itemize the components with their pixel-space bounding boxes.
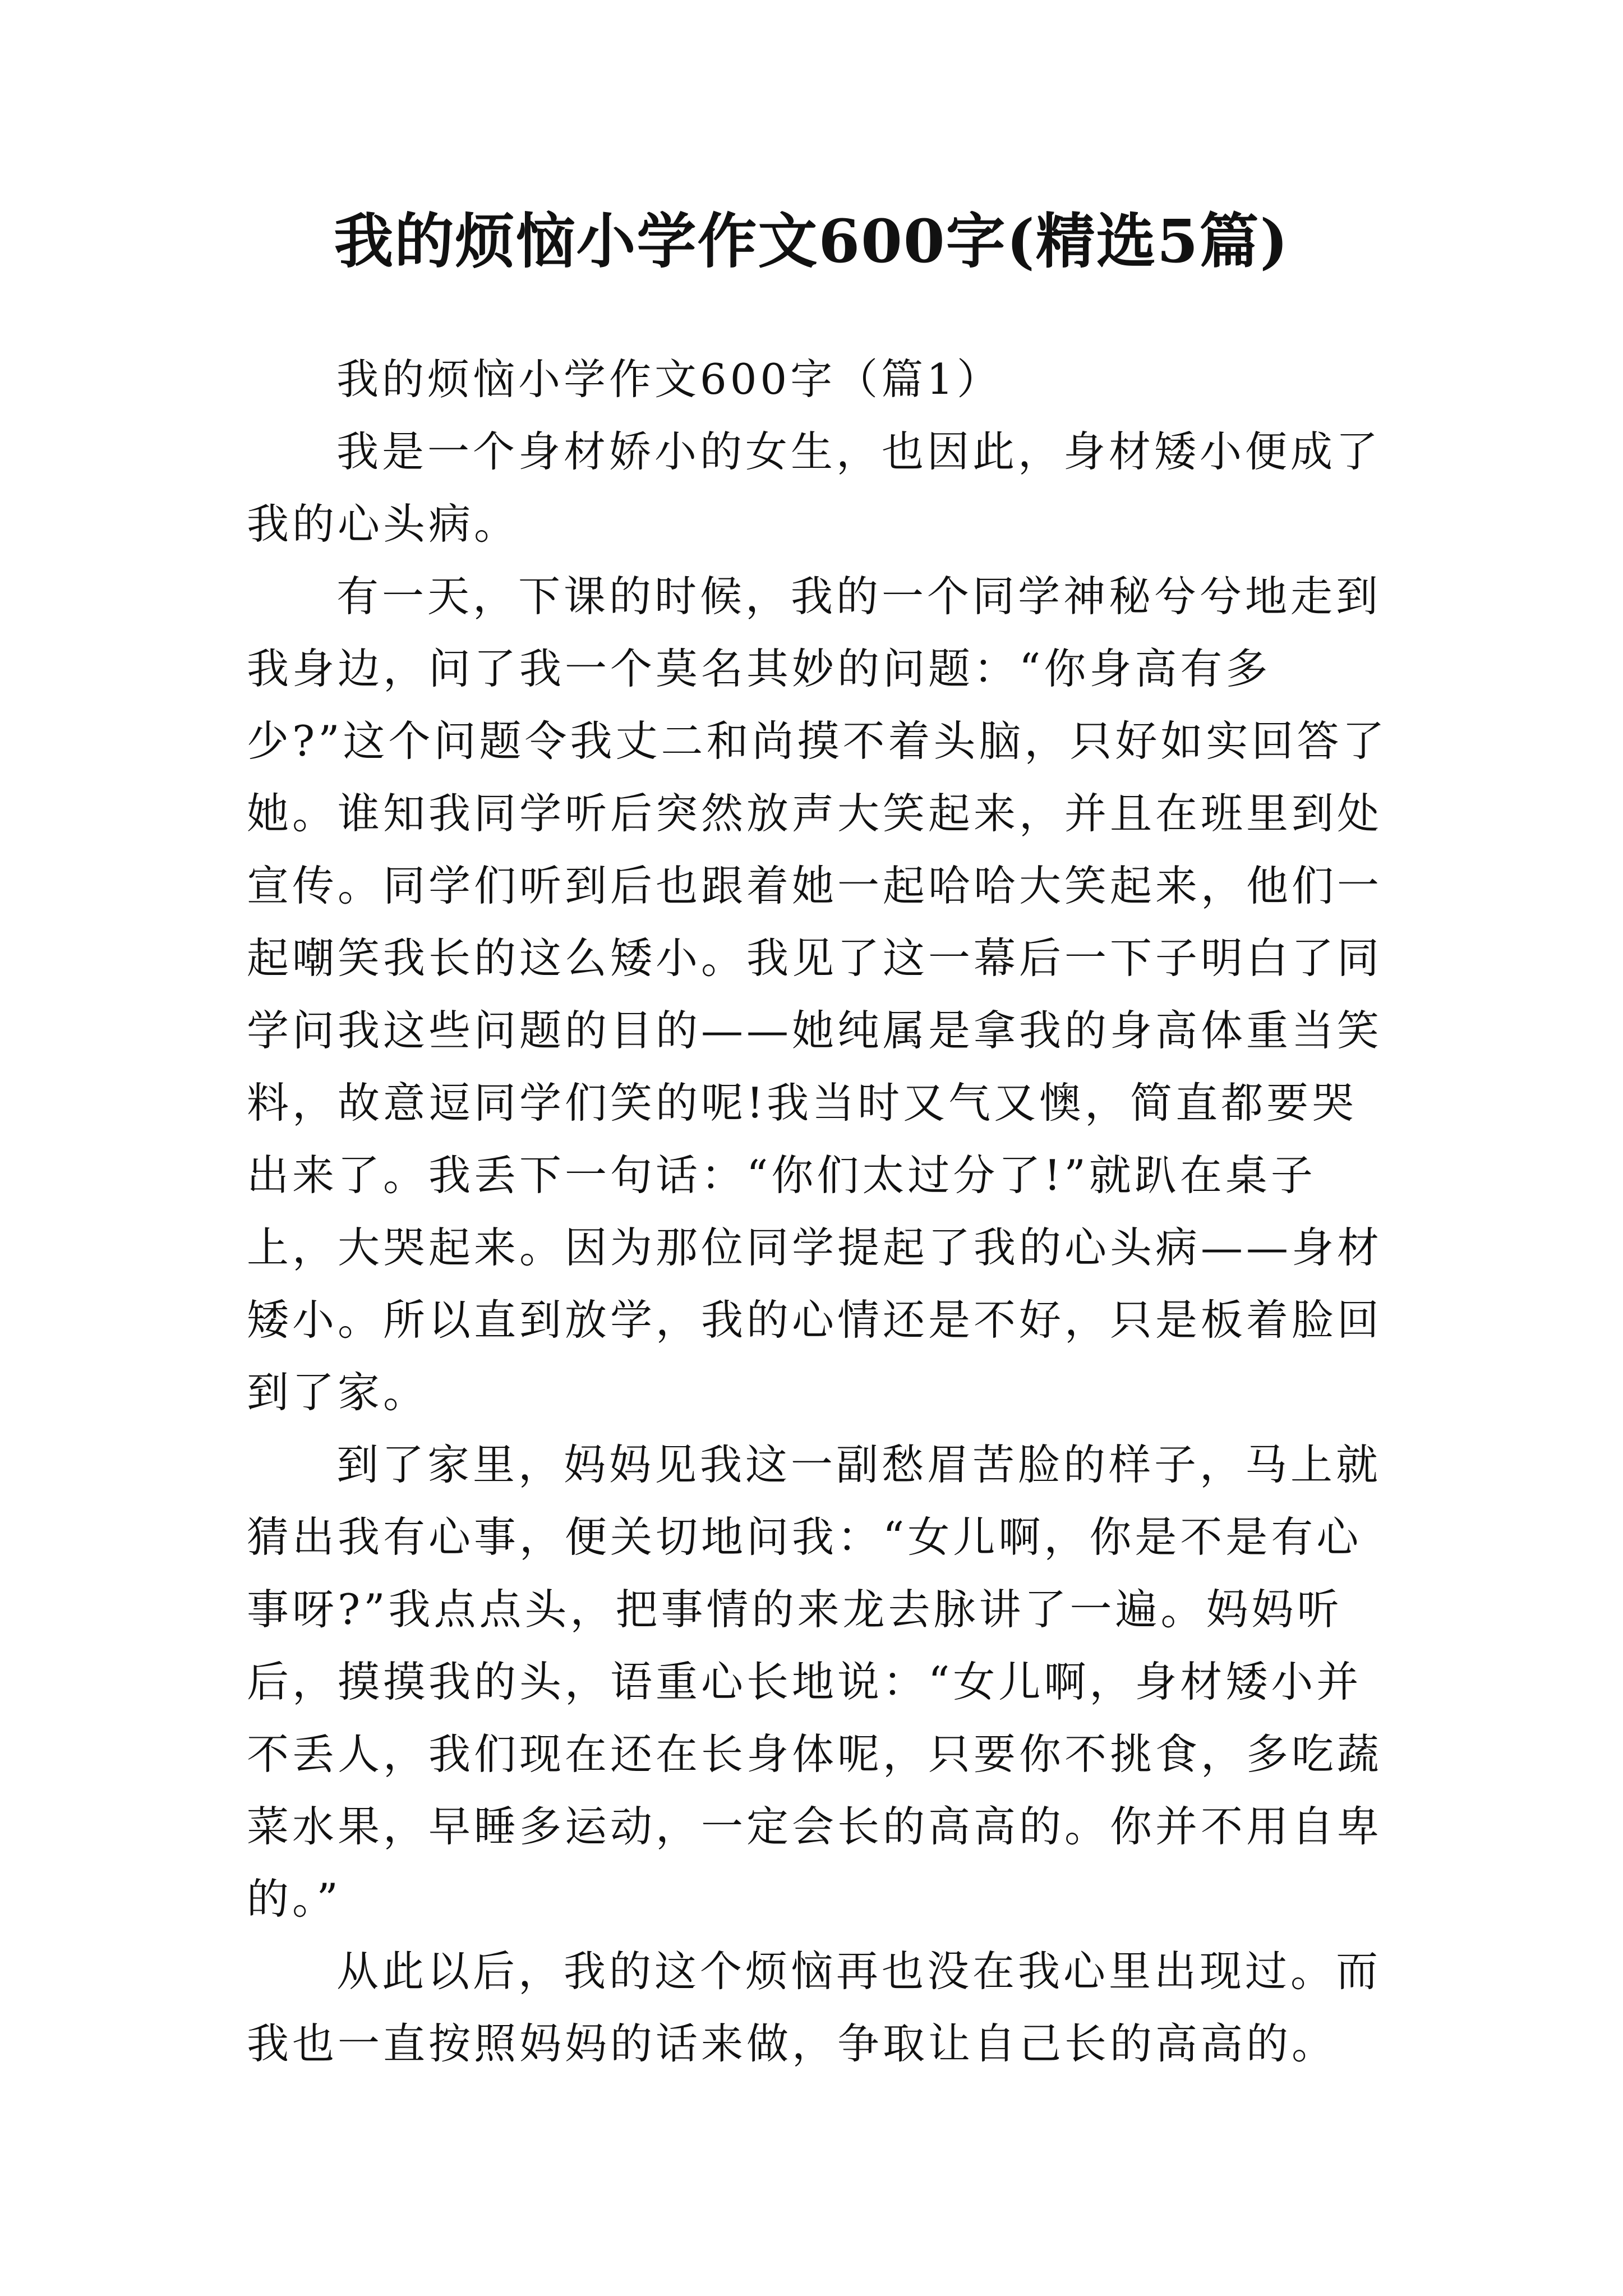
paragraph-2: 有一天，下课的时候，我的一个同学神秘兮兮地走到我身边，问了我一个莫名其妙的问题：“你身高有多少?”这个问题令我丈二和尚摸不着头脑，只好如实回答了她。谁知我同学听后突然放声大笑起来，并且在班里到处宣传。同学们听到后也跟着她一起哈哈大笑起来，他们一起嘲笑我长的这么矮小。我见了这一幕后一下子明白了同学问我这些问题的目的——她纯属是拿我的身高体重当笑料，故意逗同学们笑的呢!我当时又气又懊，简直都要哭出来了。我丢下一句话：“你们太过分了!”就趴在桌子上，大哭起来。因为那位同学提起了我的心头病——身材矮小。所以直到放学，我的心情还是不好，只是板着脸回到了家。 [247,572,1388,1417]
paragraph-3: 到了家里，妈妈见我这一副愁眉苦脸的样子，马上就猜出我有心事，便关切地问我：“女儿啊，你是不是有心事呀?”我点点头，把事情的来龙去脉讲了一遍。妈妈听后，摸摸我的头，语重心长地说：“女儿啊，身材矮小并不丢人，我们现在还在长身体呢，只要你不挑食，多吃蔬菜水果，早睡多运动，一定会长的高高的。你并不用自卑的。” [247,1440,1383,1924]
section-heading: 我的烦恼小学作文600字（篇1） [336,355,1002,404]
document-title: 我的烦恼小学作文600字(精选5篇) [334,206,1289,276]
paragraph-1: 我是一个身材娇小的女生，也因此，身材矮小便成了我的心头病。 [247,427,1382,549]
document-body [247,343,1391,2080]
paragraph-4: 从此以后，我的这个烦恼再也没在我心里出现过。而我也一直按照妈妈的话来做，争取让自己长的高高的。 [247,1947,1382,2068]
